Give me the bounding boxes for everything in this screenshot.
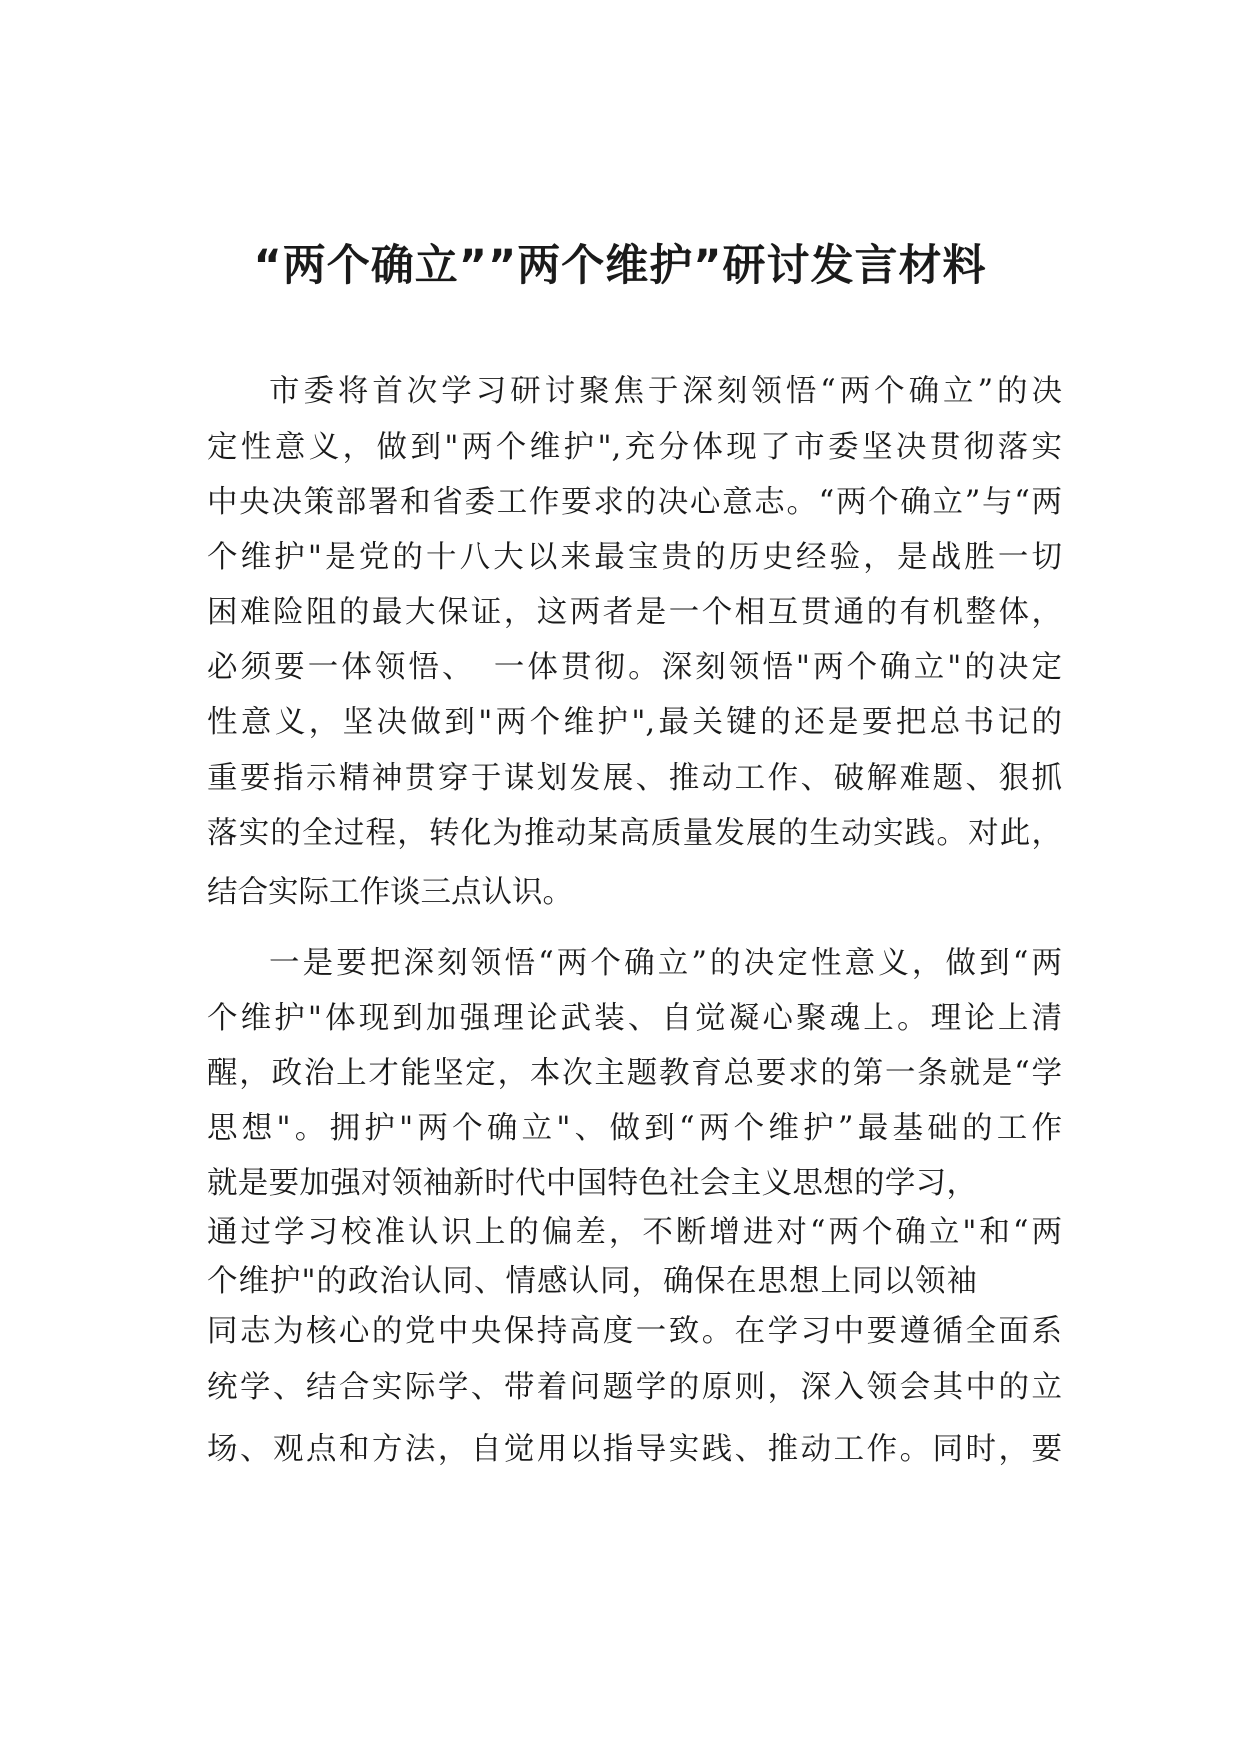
paragraph-1-line: 必须要一体领悟、 一体贯彻。深刻领悟"两个确立"的决定 <box>207 650 1062 685</box>
paragraph-1-line: 市委将首次学习研讨聚焦于深刻领悟“两个确立”的决 <box>269 374 1062 409</box>
paragraph-2-line: 同志为核心的党中央保持高度一致。在学习中要遵循全面系 <box>207 1314 1062 1349</box>
paragraph-2-line: 一是要把深刻领悟“两个确立”的决定性意义，做到“两 <box>269 946 1062 981</box>
paragraph-1-line: 中央决策部署和省委工作要求的决心意志。“两个确立”与“两 <box>207 485 1062 520</box>
paragraph-2-line: 个维护"体现到加强理论武装、自觉凝心聚魂上。理论上清 <box>207 1001 1062 1036</box>
paragraph-2-line: 思想"。拥护"两个确立"、做到“两个维护”最基础的工作 <box>207 1111 1062 1146</box>
paragraph-1-line: 困难险阻的最大保证，这两者是一个相互贯通的有机整体， <box>207 595 1062 630</box>
paragraph-1-line: 落实的全过程，转化为推动某高质量发展的生动实践。对此， <box>207 816 1062 851</box>
paragraph-1-line: 性意义，坚决做到"两个维护",最关键的还是要把总书记的 <box>207 705 1062 740</box>
paragraph-2-line: 就是要加强对领袖新时代中国特色社会主义思想的学习， <box>207 1166 977 1201</box>
paragraph-2-line: 个维护"的政治认同、情感认同，确保在思想上同以领袖 <box>207 1264 977 1299</box>
paragraph-1-line: 个维护"是党的十八大以来最宝贵的历史经验，是战胜一切 <box>207 540 1062 575</box>
paragraph-1-line: 定性意义，做到"两个维护",充分体现了市委坚决贯彻落实 <box>207 430 1062 465</box>
paragraph-2-line: 场、观点和方法，自觉用以指导实践、推动工作。同时，要 <box>207 1432 1062 1467</box>
paragraph-1-line: 结合实际工作谈三点认识。 <box>207 875 573 910</box>
paragraph-1-line: 重要指示精神贯穿于谋划发展、推动工作、破解难题、狠抓 <box>207 761 1062 796</box>
document-title: “两个确立””两个维护”研讨发言材料 <box>253 241 987 291</box>
paragraph-2-line: 统学、结合实际学、带着问题学的原则，深入领会其中的立 <box>207 1370 1062 1405</box>
paragraph-2-line: 通过学习校准认识上的偏差，不断增进对“两个确立"和“两 <box>207 1215 1062 1250</box>
paragraph-2-line: 醒，政治上才能坚定，本次主题教育总要求的第一条就是“学 <box>207 1056 1062 1091</box>
